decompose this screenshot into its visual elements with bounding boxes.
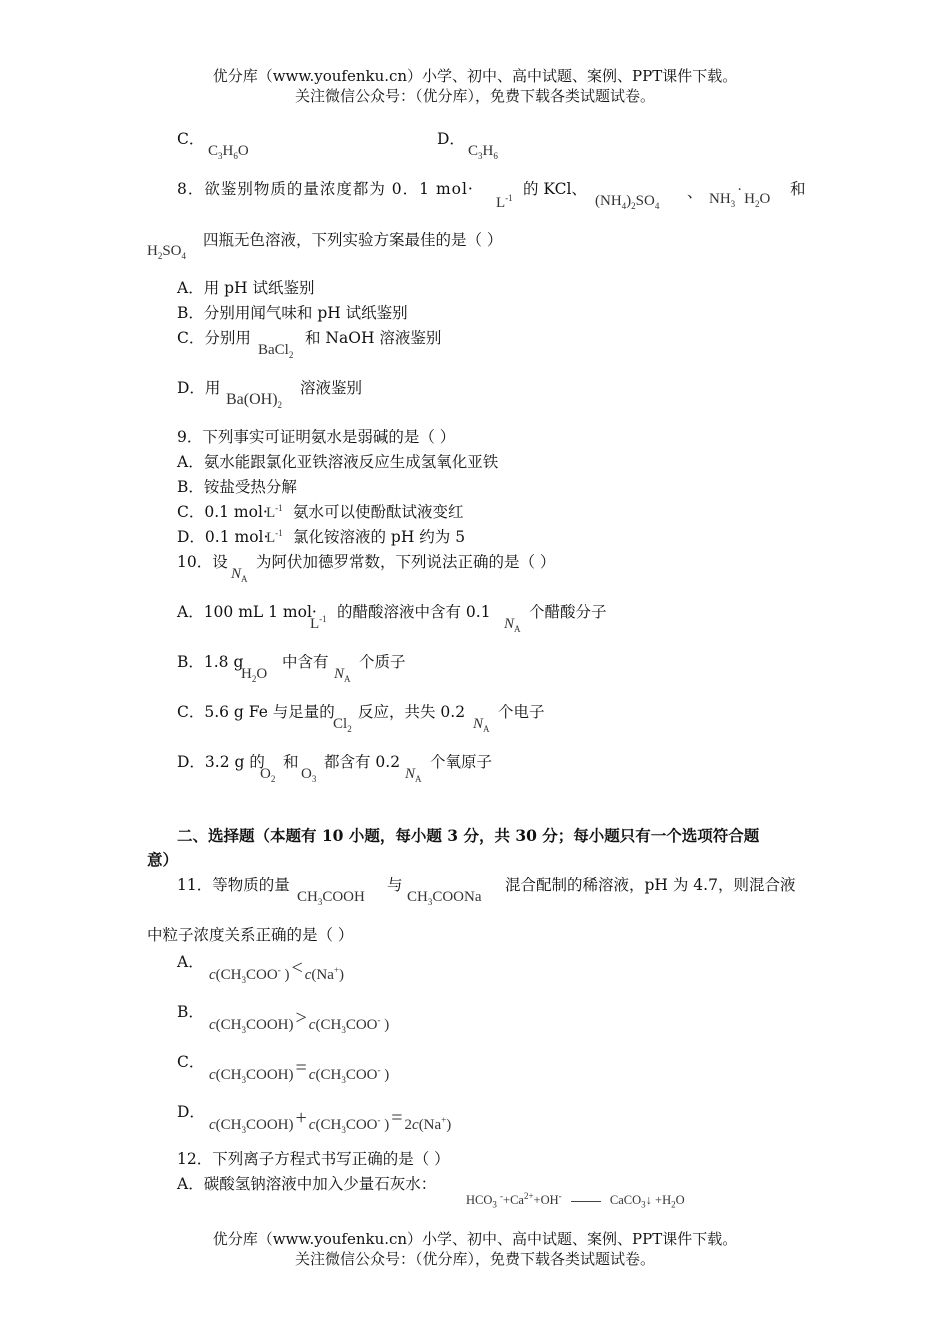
q8-stem-line2: 四瓶无色溶液，下列实验方案最佳的是（ ） [203,231,503,249]
q8-sulfuric-acid-formula: $H_2SO_4$ [147,243,187,261]
q11-option-b: B． [177,1003,204,1021]
q9-stem: 9．下列事实可证明氨水是弱碱的是（ ） [177,428,456,446]
q10-option-b-mid: 中含有 [282,653,329,671]
q10-stem: 10．设 [177,553,228,571]
q9-c-unit: $L^{-1}$ [266,503,283,521]
q8-option-d-rest: 溶液鉴别 [300,379,363,397]
q10-option-a: A．100 mL 1 mol· [177,603,317,621]
q11-a-equation: $c(CH_3COO^-$ ) < c(Na+) [209,957,344,985]
q11-sodium-acetate-formula: $CH_3COONa$ [407,889,482,907]
q10-option-c-rest: 个电子 [498,703,545,721]
q7-d-label: D． [437,130,465,148]
footer-line-2: 关注微信公众号：（优分库），免费下载各类试题试卷。 [294,1250,655,1268]
q11-stem-and: 与 [387,876,403,894]
section-2-title-cont: 意） [147,850,179,869]
q10-b-na-symbol: $N_A$ [334,666,351,684]
q8-ammonia-water-formula: $NH_3\cdot H_2O$ [709,182,771,209]
section-2-title: 二、选择题（本题有 10 小题，每小题 3 分，共 30 分；每小题只有一个选项符合题 [177,826,760,845]
q12-a-equation: $HCO_3$ $^-+Ca^{2+}+OH^-$ CaCO$_3$↓ $+H_2O$ [466,1190,685,1210]
q10-na-symbol: $N_A$ [231,566,248,584]
q10-option-b-rest: 个质子 [359,653,406,671]
q7-option-c [177,128,204,150]
q10-option-c: C．5.6 g Fe 与足量的 [177,703,335,721]
q11-b-equation: $c(CH_3COOH) > c(CH_3COO^-$ ) [209,1007,390,1035]
q8-baoh2-formula: $Ba(OH)_2$ [226,391,283,411]
header-line-2: 关注微信公众号：（优分库），免费下载各类试题试卷。 [294,87,655,105]
q11-stem-line2: 中粒子浓度关系正确的是（ ） [147,926,354,944]
q10-option-a-mid: 的醋酸溶液中含有 0.1 [337,603,491,621]
q11-acetic-acid-formula: $CH_3COOH$ [297,889,365,907]
q8-option-b: B．分别用闻气味和 pH 试纸鉴别 [177,304,408,322]
q10-d-o2-formula: $O_2$ [260,766,276,784]
q8-stem-part1: 8．欲鉴别物质的量浓度都为 0．1 mol· [177,180,474,198]
q11-stem: 11．等物质的量 [177,876,290,894]
q10-a-na-symbol: $N_A$ [504,616,521,634]
q8-option-d: D．用 [177,379,221,397]
q9-option-a: A．氨水能跟氯化亚铁溶液反应生成氢氧化亚铁 [177,453,499,471]
q8-option-c: C．分别用 [177,329,251,347]
q10-stem-rest: 为阿伏加德罗常数，下列说法正确的是（ ） [256,553,556,571]
q9-option-b: B．铵盐受热分解 [177,478,297,496]
q9-option-c-rest: 氨水可以使酚酞试液变红 [293,503,464,521]
q11-option-d: D． [177,1103,205,1121]
q12-option-a: A．碳酸氢钠溶液中加入少量石灰水： [177,1175,437,1193]
q10-d-na-symbol: $N_A$ [405,766,422,784]
q11-option-c: C． [177,1053,205,1071]
q10-option-d-rest: 个氧原子 [430,753,493,771]
q8-unit-formula: $L^{-1}$ [496,193,513,211]
q7-c-formula: $C_3H_6O$ [208,143,249,161]
q8-ammonium-sulfate-formula: $(NH_4)_2SO_4$ [595,193,660,211]
header-line-1: 优分库（www.youfenku.cn）小学、初中、高中试题、案例、PPT课件下载。 [212,67,738,85]
q10-a-unit: $L^{-1}$ [310,614,327,632]
q9-option-d: D．0.1 mol· [177,528,269,546]
q10-d-o3-formula: $O_3$ [301,766,317,784]
q11-option-a: A． [177,953,204,971]
q7-c-label: C． [177,130,205,148]
q10-option-d: D．3.2 g 的 [177,753,265,771]
q10-option-d-and: 和 [283,753,299,771]
q8-option-a: A．用 pH 试纸鉴别 [177,279,315,297]
footer-line-1: 优分库（www.youfenku.cn）小学、初中、高中试题、案例、PPT课件下载。 [212,1230,738,1248]
q10-b-water-formula: $H_2O$ [241,666,268,684]
q10-c-na-symbol: $N_A$ [473,716,490,734]
q8-separator: 、 [687,183,703,201]
q11-c-equation: $c(CH_3COOH) = c(CH_3COO^-$ ) [209,1057,390,1085]
q8-bacl2-formula: BaCl$_2$ [258,342,294,360]
q7-d-formula: $C_3H_6$ [468,143,498,161]
q8-stem-part2: 的 KCl、 [523,180,587,198]
q8-and: 和 [790,180,806,198]
q11-stem-rest: 混合配制的稀溶液，pH 为 4.7，则混合液 [505,876,796,894]
q12-stem: 12．下列离子方程式书写正确的是（ ） [177,1150,450,1168]
q9-d-unit: $L^{-1}$ [266,528,283,546]
q7-option-d [437,128,465,150]
q10-option-a-rest: 个醋酸分子 [529,603,607,621]
q10-option-c-mid: 反应，共失 0.2 [358,703,466,721]
q10-c-cl2-formula: $Cl_2$ [333,716,352,734]
q10-option-b: B．1.8 g [177,653,244,671]
q9-option-c: C．0.1 mol· [177,503,268,521]
q9-option-d-rest: 氯化铵溶液的 pH 约为 5 [293,528,466,546]
q10-option-d-mid: 都含有 0.2 [324,753,401,771]
q8-option-c-rest: 和 NaOH 溶液鉴别 [305,329,442,347]
q11-d-equation: $c(CH_3COOH) + c(CH_3COO^-$ ) = 2c(Na+) [209,1107,452,1135]
